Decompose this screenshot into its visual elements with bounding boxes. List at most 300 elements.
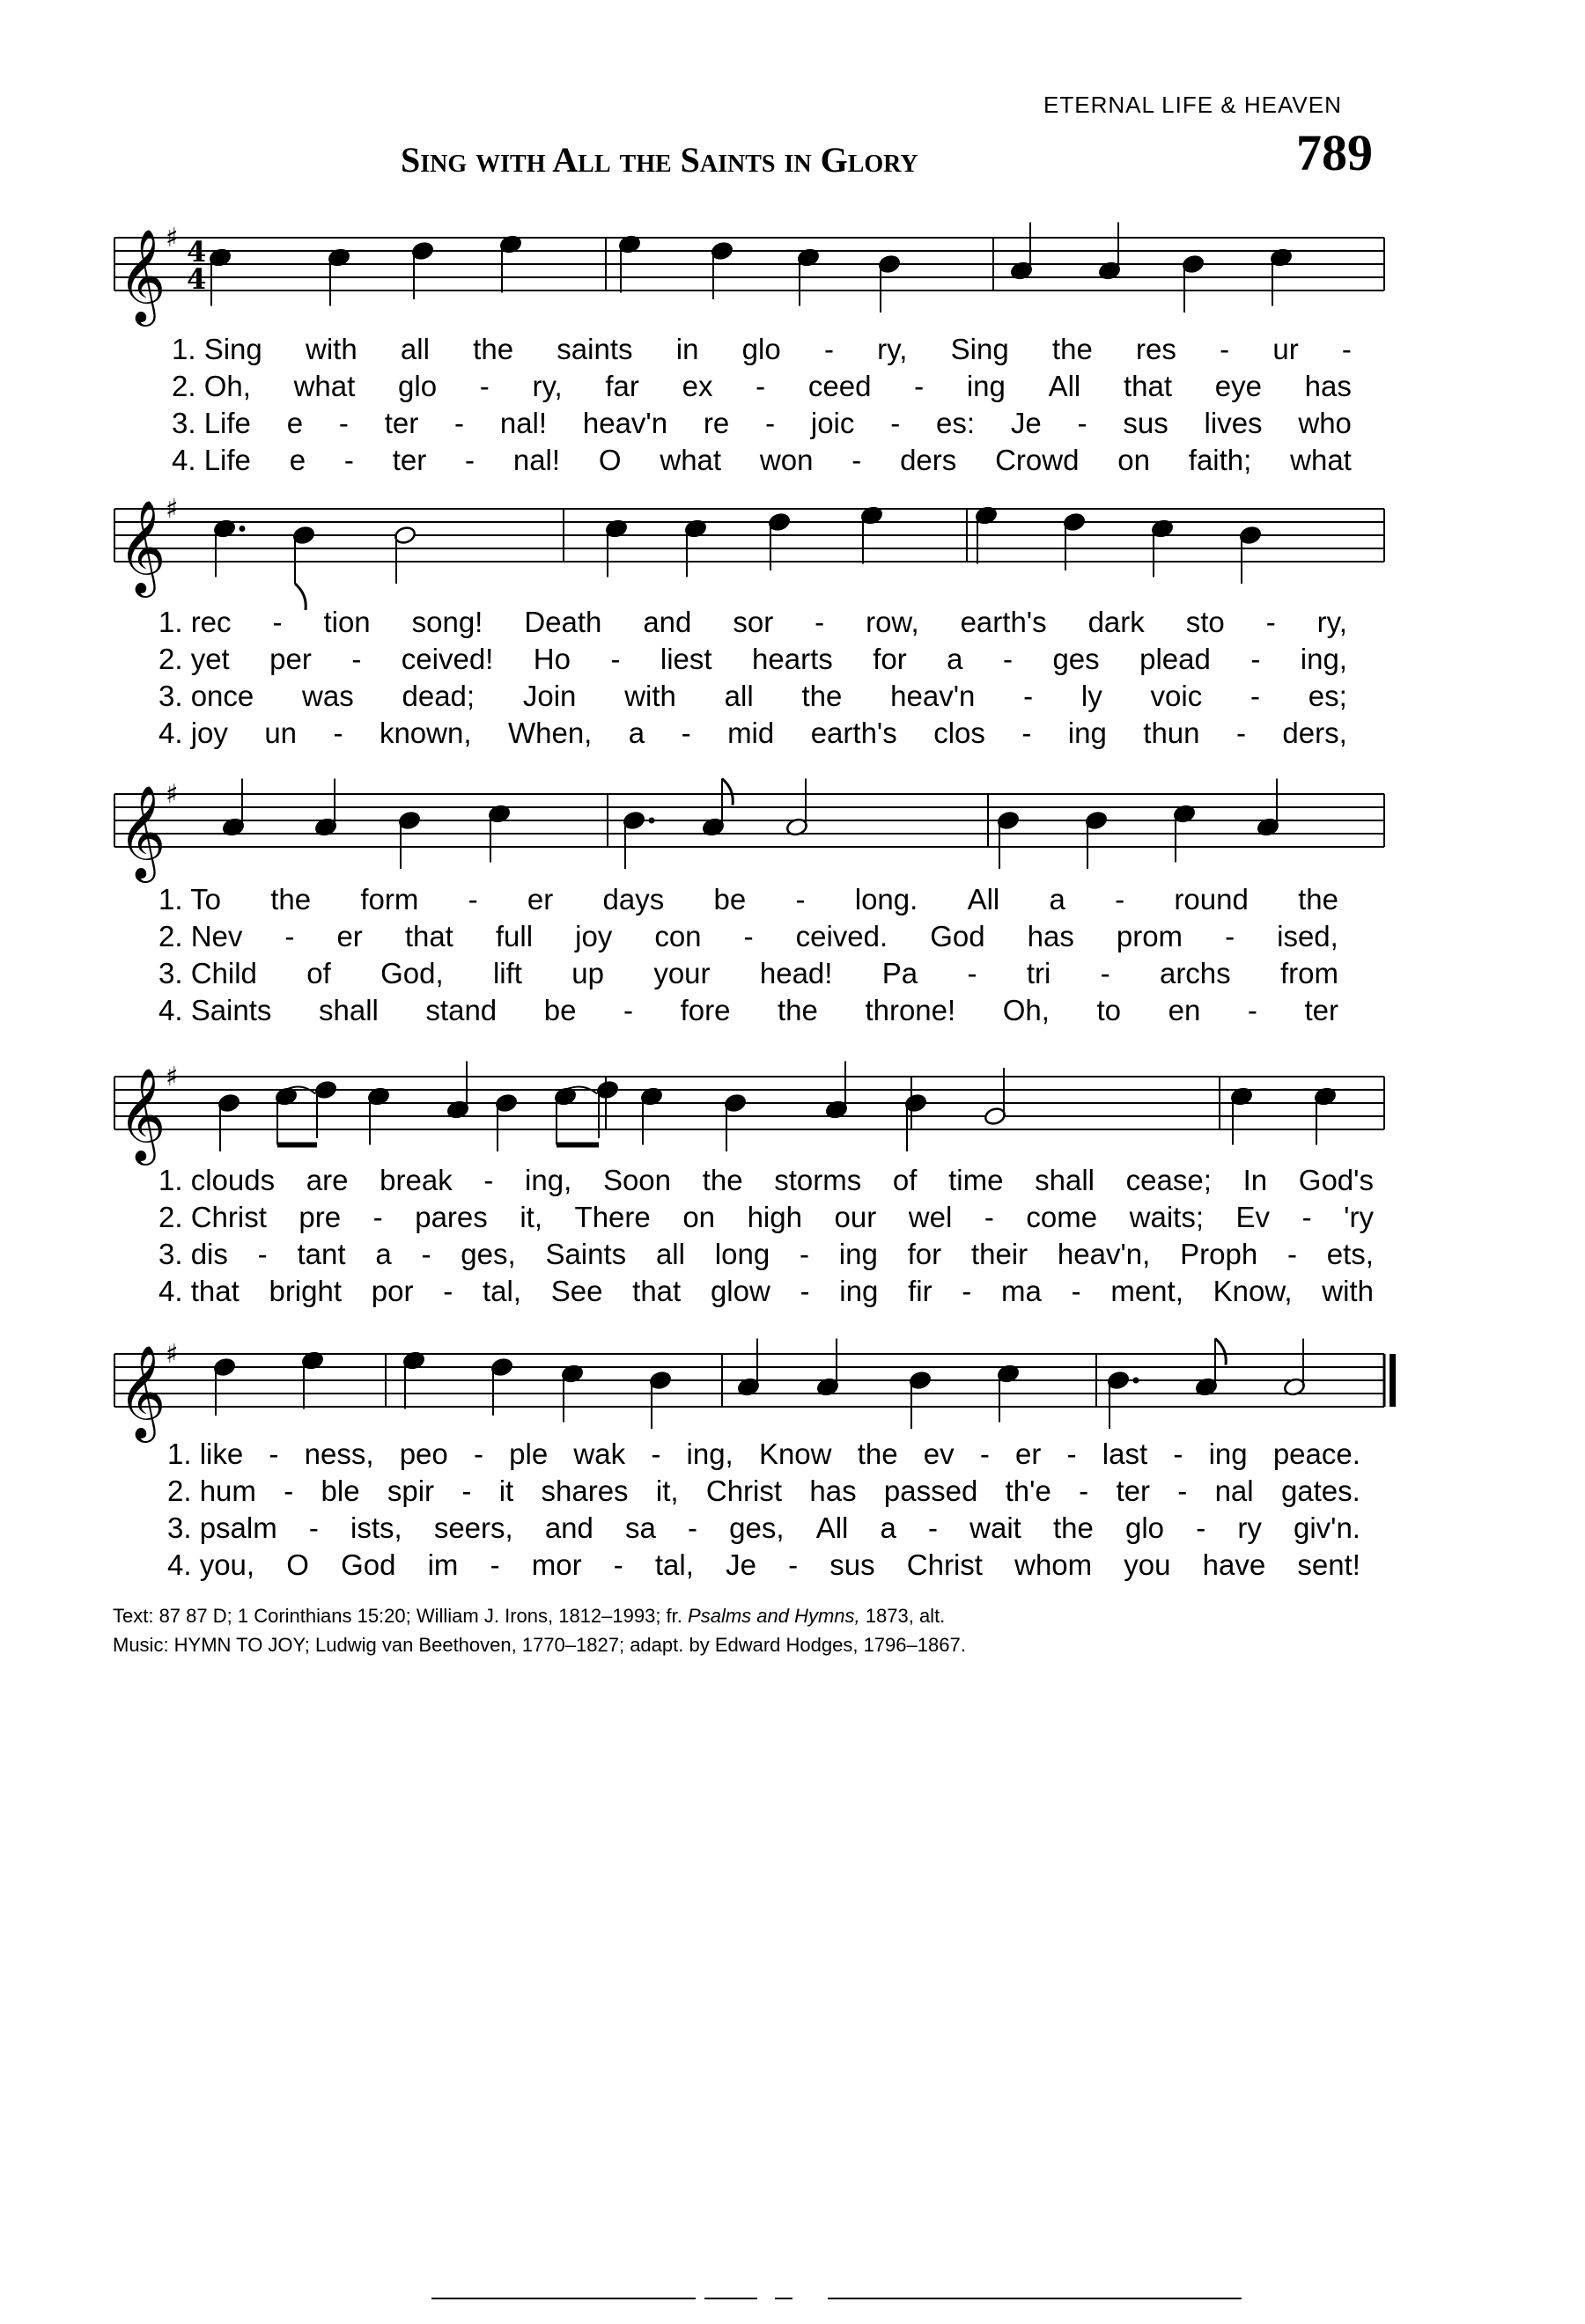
- lyric-syllable: stand: [425, 994, 498, 1026]
- lyric-syllable: -: [1235, 717, 1246, 749]
- lyric-syllable: sus: [829, 1548, 875, 1581]
- lyric-syllable: ev: [923, 1438, 955, 1470]
- lyric-syllable: shall: [1035, 1164, 1095, 1196]
- lyric-syllable: 'ry: [1344, 1201, 1374, 1233]
- lyric-syllable: peace.: [1272, 1438, 1360, 1470]
- lyric-syllable: tri: [1026, 957, 1051, 989]
- lyric-syllable: -: [681, 717, 691, 749]
- lyric-syllable: 1. To: [158, 883, 221, 916]
- credit-text-prefix: Text: 87 87 D; 1 Corinthians 15:20; William J. Irons, 1812–1993; fr.: [113, 1605, 682, 1627]
- credit-music: Music: HYMN TO JOY; Ludwig van Beethoven, 1770–1827; adapt. by Edward Hodges, 1796–1867.: [113, 1634, 966, 1656]
- lyric-syllable: -: [765, 407, 776, 439]
- lyric-syllable: ex: [682, 370, 713, 402]
- lyric-line: [158, 606, 1347, 639]
- lyric-syllable: head!: [759, 957, 833, 989]
- lyric-syllable: -: [490, 1548, 500, 1581]
- lyric-syllable: -: [483, 1164, 494, 1196]
- lyric-syllable: -: [351, 643, 362, 675]
- lyric-line: [172, 407, 1352, 440]
- lyric-syllable: Join: [522, 680, 577, 712]
- lyric-syllable: the: [778, 994, 818, 1026]
- lyric-syllable: 4. Saints: [158, 994, 272, 1026]
- lyric-syllable: 1. Sing: [172, 333, 262, 365]
- lyric-syllable: -: [1077, 407, 1087, 439]
- lyric-syllable: ised,: [1277, 920, 1338, 952]
- lyric-syllable: ur: [1272, 333, 1299, 365]
- lyric-syllable: their: [970, 1238, 1028, 1270]
- lyric-syllable: sto: [1185, 606, 1225, 638]
- lyric-syllable: -: [823, 333, 834, 365]
- lyric-syllable: -: [979, 1438, 990, 1470]
- lyric-syllable: far: [605, 370, 639, 402]
- lyric-syllable: faith;: [1188, 444, 1252, 476]
- lyric-syllable: 1. rec: [158, 606, 232, 638]
- lyric-syllable: -: [343, 444, 354, 476]
- lyric-syllable: -: [610, 643, 621, 675]
- lyric-syllable: th'e: [1005, 1475, 1051, 1507]
- lyric-syllable: sa: [625, 1511, 656, 1544]
- lyric-line: [158, 1275, 1374, 1308]
- treble-clef-icon: 𝄞: [118, 1067, 166, 1161]
- lyric-syllable: -: [799, 1238, 809, 1270]
- lyric-syllable: -: [651, 1438, 661, 1470]
- lyric-syllable: sent!: [1297, 1548, 1360, 1581]
- lyric-syllable: er: [1015, 1438, 1042, 1470]
- lyric-syllable: -: [928, 1511, 939, 1544]
- lyric-syllable: con: [654, 920, 702, 952]
- time-signature-top: 4: [187, 235, 207, 268]
- lyric-syllable: dead;: [402, 680, 476, 712]
- lyric-syllable: -: [1071, 1275, 1081, 1307]
- lyric-syllable: of: [306, 957, 331, 989]
- lyric-syllable: archs: [1159, 957, 1231, 989]
- lyric-syllable: break: [380, 1164, 453, 1196]
- lyric-line: [158, 957, 1338, 990]
- lyric-syllable: the: [702, 1164, 743, 1196]
- lyric-syllable: ter: [384, 407, 419, 439]
- lyric-syllable: -: [465, 444, 476, 476]
- lyric-syllable: -: [1220, 333, 1230, 365]
- lyric-syllable: has: [1027, 920, 1074, 952]
- lyric-syllable: ment,: [1110, 1275, 1183, 1307]
- lyric-syllable: and: [643, 606, 692, 638]
- lyric-syllable: e: [286, 407, 304, 439]
- lyric-syllable: God: [341, 1548, 396, 1581]
- lyric-syllable: has: [1304, 370, 1352, 402]
- lyric-syllable: ing: [1208, 1438, 1248, 1470]
- final-bar: [1390, 1354, 1396, 1407]
- lyric-syllable: all: [724, 680, 754, 712]
- lyric-syllable: -: [688, 1511, 698, 1544]
- lyric-syllable: has: [809, 1475, 857, 1507]
- lyric-syllable: 3. Child: [158, 957, 257, 989]
- hymn-number: 789: [1296, 124, 1373, 181]
- lyric-syllable: -: [800, 1275, 810, 1307]
- lyric-syllable: There: [574, 1201, 651, 1233]
- lyric-syllable: for: [907, 1238, 942, 1270]
- lyric-syllable: that: [404, 920, 453, 952]
- lyric-syllable: 4. you,: [167, 1548, 255, 1581]
- lyric-syllable: won: [759, 444, 814, 476]
- lyric-syllable: bright: [269, 1275, 343, 1307]
- lyric-syllable: -: [468, 883, 478, 916]
- lyric-syllable: high: [747, 1201, 802, 1233]
- lyric-syllable: -: [333, 717, 343, 749]
- lyric-syllable: earth's: [960, 606, 1047, 638]
- lyric-syllable: -: [1301, 1201, 1312, 1233]
- lyric-syllable: it,: [655, 1475, 679, 1507]
- lyric-syllable: song!: [411, 606, 483, 638]
- sharp-icon: ♯: [166, 779, 179, 810]
- lyric-syllable: ing,: [525, 1164, 572, 1196]
- lyric-syllable: ing: [838, 1238, 878, 1270]
- lyric-syllable: up: [571, 957, 604, 989]
- lyric-syllable: days: [602, 883, 665, 916]
- lyric-syllable: nal: [1214, 1475, 1254, 1507]
- lyric-syllable: shares: [541, 1475, 629, 1507]
- lyric-syllable: what: [660, 444, 722, 476]
- lyric-syllable: por: [371, 1275, 414, 1307]
- lyric-syllable: O: [286, 1548, 309, 1581]
- lyric-syllable: -: [1286, 1238, 1297, 1270]
- lyric-syllable: -: [454, 407, 465, 439]
- lyric-syllable: -: [1023, 680, 1034, 712]
- lyric-syllable: Ho: [533, 643, 571, 675]
- lyric-syllable: with: [624, 680, 676, 712]
- lyric-syllable: per: [269, 643, 312, 675]
- lyric-line: [172, 333, 1352, 366]
- lyric-syllable: ing: [839, 1275, 879, 1307]
- lyric-syllable: that: [1123, 370, 1173, 402]
- lyric-syllable: -: [756, 370, 766, 402]
- lyric-syllable: tal,: [654, 1548, 694, 1581]
- lyric-line: [158, 1238, 1374, 1271]
- lyric-syllable: a: [628, 717, 645, 749]
- lyric-syllable: waits;: [1129, 1201, 1204, 1233]
- lyric-line: [158, 883, 1338, 916]
- lyric-syllable: ble: [321, 1475, 360, 1507]
- lyric-syllable: Christ: [906, 1548, 983, 1581]
- treble-clef-icon: 𝄞: [118, 1344, 166, 1438]
- lyric-syllable: 4. that: [158, 1275, 240, 1307]
- lyric-syllable: God's: [1298, 1164, 1374, 1196]
- lyric-syllable: storms: [774, 1164, 862, 1196]
- lyric-syllable: glo: [1125, 1511, 1165, 1544]
- lyric-syllable: When,: [507, 717, 593, 749]
- lyric-syllable: come: [1026, 1201, 1098, 1233]
- lyric-syllable: on: [682, 1201, 716, 1233]
- lyric-syllable: Christ: [705, 1475, 783, 1507]
- lyric-syllable: with: [1322, 1275, 1374, 1307]
- lyric-syllable: lives: [1204, 407, 1263, 439]
- lyric-syllable: spir: [387, 1475, 435, 1507]
- lyric-line: [158, 920, 1338, 953]
- lyric-syllable: es:: [936, 407, 976, 439]
- lyric-syllable: -: [914, 370, 925, 402]
- sharp-icon: ♯: [166, 1062, 179, 1092]
- lyric-syllable: it: [498, 1475, 514, 1507]
- lyric-syllable: on: [1117, 444, 1150, 476]
- lyric-syllable: -: [1115, 883, 1125, 916]
- lyric-syllable: all: [400, 333, 430, 365]
- lyric-syllable: 2. Nev: [158, 920, 243, 952]
- lyric-syllable: and: [544, 1511, 593, 1544]
- lyric-syllable: 4. joy: [158, 717, 228, 749]
- lyric-syllable: -: [984, 1201, 994, 1233]
- treble-clef-icon: 𝄞: [118, 228, 166, 322]
- lyric-syllable: -: [1250, 680, 1261, 712]
- note-dot: [1133, 1378, 1139, 1384]
- lyric-syllable: -: [1066, 1438, 1077, 1470]
- lyric-syllable: cease;: [1125, 1164, 1212, 1196]
- lyric-syllable: joy: [575, 920, 613, 952]
- lyric-line: [167, 1475, 1360, 1508]
- lyric-syllable: ry,: [877, 333, 908, 365]
- lyric-syllable: the: [1051, 333, 1093, 365]
- sharp-icon: ♯: [166, 1339, 179, 1370]
- lyric-syllable: gates.: [1280, 1475, 1360, 1507]
- lyric-line: [167, 1548, 1360, 1582]
- lyric-syllable: 1. like: [167, 1438, 244, 1470]
- lyric-syllable: mor: [531, 1548, 582, 1581]
- lyric-syllable: that: [632, 1275, 682, 1307]
- lyric-syllable: wait: [969, 1511, 1021, 1544]
- lyric-syllable: -: [308, 1511, 319, 1544]
- lyric-syllable: sus: [1123, 407, 1168, 439]
- lyric-syllable: heav'n,: [1057, 1238, 1151, 1270]
- lyric-syllable: re: [703, 407, 730, 439]
- lyric-syllable: -: [1250, 643, 1261, 675]
- lyric-syllable: All: [967, 883, 1000, 916]
- lyric-syllable: All: [1048, 370, 1081, 402]
- footer-rule: [431, 2298, 696, 2299]
- lyric-syllable: -: [338, 407, 349, 439]
- lyric-syllable: -: [284, 920, 295, 952]
- lyric-syllable: ing,: [686, 1438, 734, 1470]
- lyric-syllable: ness,: [304, 1438, 374, 1470]
- lyric-syllable: sor: [733, 606, 774, 638]
- lyric-syllable: -: [1196, 1511, 1206, 1544]
- lyric-syllable: 1. clouds: [158, 1164, 276, 1196]
- lyric-syllable: Death: [524, 606, 602, 638]
- lyric-syllable: -: [269, 1438, 279, 1470]
- lyric-syllable: long.: [854, 883, 918, 916]
- lyric-syllable: ders: [900, 444, 957, 476]
- lyric-syllable: pares: [415, 1201, 488, 1233]
- lyric-syllable: ing: [1067, 717, 1107, 749]
- lyric-syllable: fir: [908, 1275, 933, 1307]
- lyric-syllable: Sing: [950, 333, 1009, 365]
- lyric-line: [158, 1201, 1374, 1234]
- lyric-syllable: from: [1280, 957, 1338, 989]
- lyric-syllable: last: [1102, 1438, 1148, 1470]
- lyric-syllable: ing: [966, 370, 1006, 402]
- lyric-syllable: joic: [810, 407, 855, 439]
- lyric-syllable: ple: [509, 1438, 549, 1470]
- lyric-syllable: hearts: [752, 643, 833, 675]
- lyric-syllable: -: [372, 1201, 383, 1233]
- lyric-line: [158, 680, 1347, 713]
- lyric-syllable: you: [1124, 1548, 1171, 1581]
- note-flag: [722, 779, 733, 805]
- lyric-syllable: pre: [299, 1201, 342, 1233]
- lyric-syllable: ry,: [532, 370, 563, 402]
- lyric-syllable: eye: [1214, 370, 1262, 402]
- hymn-title: Sing with All the Saints in Glory: [401, 140, 918, 180]
- note-dot: [240, 526, 246, 532]
- lyric-syllable: peo: [399, 1438, 448, 1470]
- lyric-syllable: to: [1096, 994, 1122, 1026]
- lyric-syllable: who: [1298, 407, 1352, 439]
- lyric-syllable: ets,: [1326, 1238, 1374, 1270]
- credit-text-source: Psalms and Hymns,: [688, 1605, 860, 1627]
- lyric-syllable: -: [1100, 957, 1110, 989]
- lyric-line: [167, 1511, 1360, 1545]
- treble-clef-icon: 𝄞: [118, 499, 166, 593]
- lyric-syllable: -: [743, 920, 754, 952]
- lyric-syllable: en: [1168, 994, 1201, 1026]
- lyric-syllable: God,: [380, 957, 444, 989]
- lyric-syllable: round: [1174, 883, 1249, 916]
- footer-rule: [704, 2298, 757, 2299]
- lyric-syllable: ges: [1052, 643, 1100, 675]
- lyric-syllable: 3. once: [158, 680, 254, 712]
- lyric-syllable: -: [1173, 1438, 1183, 1470]
- lyric-syllable: Know,: [1213, 1275, 1293, 1307]
- lyric-syllable: er: [527, 883, 554, 916]
- lyric-syllable: -: [461, 1475, 472, 1507]
- lyric-syllable: ry: [1237, 1511, 1262, 1544]
- lyric-syllable: Je: [1010, 407, 1042, 439]
- lyric-syllable: 3. Life: [172, 407, 251, 439]
- note-dot: [649, 818, 655, 824]
- lyric-syllable: time: [948, 1164, 1004, 1196]
- lyric-syllable: -: [272, 606, 283, 638]
- lyric-syllable: full: [495, 920, 534, 952]
- lyric-syllable: -: [795, 883, 806, 916]
- lyric-line: [172, 370, 1352, 403]
- lyric-syllable: have: [1202, 1548, 1266, 1581]
- lyric-syllable: the: [801, 680, 843, 712]
- lyric-syllable: heav'n: [890, 680, 976, 712]
- lyric-syllable: of: [892, 1164, 918, 1196]
- lyric-syllable: 4. Life: [172, 444, 251, 476]
- lyric-syllable: ges,: [461, 1238, 516, 1270]
- lyric-syllable: ceed: [807, 370, 872, 402]
- lyric-syllable: was: [302, 680, 354, 712]
- lyric-syllable: tant: [297, 1238, 346, 1270]
- lyric-syllable: our: [834, 1201, 877, 1233]
- lyric-syllable: ders,: [1282, 717, 1347, 749]
- lyric-syllable: ter: [392, 444, 427, 476]
- lyric-syllable: liest: [660, 643, 712, 675]
- lyric-syllable: 2. hum: [167, 1475, 256, 1507]
- lyric-syllable: -: [1341, 333, 1352, 365]
- lyric-syllable: 3. dis: [158, 1238, 228, 1270]
- lyric-syllable: the: [270, 883, 312, 916]
- lyric-syllable: be: [713, 883, 747, 916]
- footer-rule: [828, 2298, 1242, 2299]
- section-heading: ETERNAL LIFE & HEAVEN: [1043, 92, 1342, 118]
- lyric-syllable: the: [473, 333, 514, 365]
- lyric-syllable: be: [543, 994, 577, 1026]
- lyric-syllable: it,: [520, 1201, 542, 1233]
- lyric-syllable: plead: [1139, 643, 1211, 675]
- lyric-line: [167, 1438, 1360, 1471]
- lyric-syllable: a: [375, 1238, 392, 1270]
- credit-text-suffix: 1873, alt.: [865, 1605, 946, 1627]
- lyric-syllable: -: [479, 370, 490, 402]
- lyric-syllable: clos: [933, 717, 985, 749]
- lyric-syllable: what: [1290, 444, 1352, 476]
- lyric-syllable: mid: [727, 717, 775, 749]
- lyric-syllable: -: [1021, 717, 1032, 749]
- lyric-syllable: -: [421, 1238, 431, 1270]
- lyric-syllable: -: [967, 957, 977, 989]
- lyric-syllable: shall: [318, 994, 379, 1026]
- lyric-syllable: Je: [726, 1548, 756, 1581]
- lyric-syllable: for: [873, 643, 907, 675]
- lyric-syllable: throne!: [865, 994, 956, 1026]
- lyric-syllable: are: [306, 1164, 349, 1196]
- lyric-syllable: earth's: [810, 717, 897, 749]
- lyric-syllable: thun: [1143, 717, 1200, 749]
- lyric-syllable: Soon: [602, 1164, 672, 1196]
- lyric-syllable: what: [293, 370, 356, 402]
- lyric-line: [172, 444, 1352, 477]
- lyric-syllable: ing,: [1300, 643, 1347, 675]
- lyric-syllable: In: [1242, 1164, 1268, 1196]
- lyric-syllable: fore: [680, 994, 731, 1026]
- time-signature-bottom: 4: [187, 262, 207, 296]
- lyric-syllable: -: [613, 1548, 623, 1581]
- lyric-syllable: glo: [741, 333, 781, 365]
- lyric-syllable: -: [284, 1475, 294, 1507]
- lyric-syllable: all: [655, 1238, 685, 1270]
- lyric-syllable: ma: [1001, 1275, 1042, 1307]
- lyric-syllable: -: [1079, 1475, 1089, 1507]
- lyric-syllable: -: [890, 407, 901, 439]
- lyric-syllable: ceived.: [795, 920, 888, 952]
- lyric-syllable: a: [880, 1511, 896, 1544]
- lyric-syllable: e: [289, 444, 306, 476]
- lyric-syllable: wak: [573, 1438, 626, 1470]
- lyric-syllable: prom: [1116, 920, 1183, 952]
- lyric-syllable: er: [336, 920, 363, 952]
- lyric-syllable: row,: [866, 606, 919, 638]
- lyric-line: [158, 1164, 1374, 1197]
- lyric-syllable: Crowd: [995, 444, 1080, 476]
- lyric-syllable: 2. Oh,: [172, 370, 251, 402]
- lyric-syllable: form: [360, 883, 419, 916]
- lyric-syllable: nal!: [512, 444, 561, 476]
- lyric-syllable: -: [788, 1548, 799, 1581]
- lyric-syllable: -: [257, 1238, 268, 1270]
- lyric-syllable: Pa: [881, 957, 918, 989]
- lyric-syllable: O: [598, 444, 622, 476]
- lyric-syllable: with: [305, 333, 358, 365]
- lyric-syllable: es;: [1308, 680, 1347, 712]
- lyric-syllable: -: [1177, 1475, 1188, 1507]
- lyric-syllable: Oh,: [1002, 994, 1050, 1026]
- lyric-syllable: a: [947, 643, 963, 675]
- lyric-syllable: wel: [908, 1201, 953, 1233]
- lyric-syllable: ter: [1304, 994, 1338, 1026]
- lyric-syllable: tion: [323, 606, 371, 638]
- lyric-syllable: glo: [398, 370, 438, 402]
- lyric-line: [158, 643, 1347, 676]
- lyric-syllable: God: [930, 920, 985, 952]
